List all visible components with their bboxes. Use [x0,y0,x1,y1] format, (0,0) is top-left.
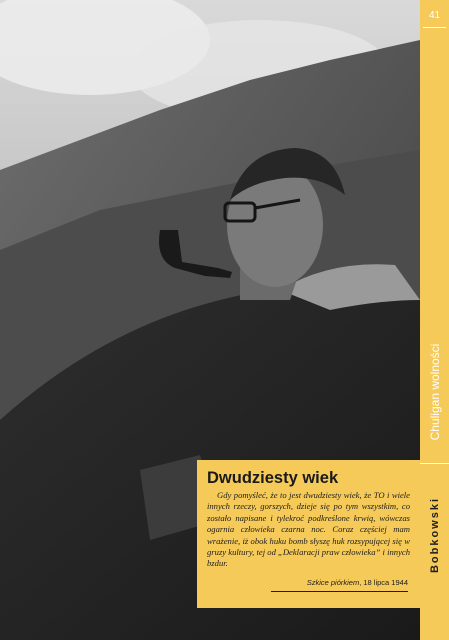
quote-source [307,578,408,587]
quote-box [197,460,420,608]
author-name: Bobkowski [429,496,441,574]
quote-heading: Dwudziesty wiek [207,469,339,487]
section-title: Chuligan wolności [428,343,442,441]
quote-source-underline [271,591,408,592]
quote-source-title: Szkice piórkiem [306,578,360,587]
side-tab-divider [420,463,449,464]
quote-source-date: , 18 lipca 1944 [359,578,408,587]
quote-body: Gdy pomyśleć, że to jest dwudziesty wiek, że TO i wiele innych rzeczy, gorszych, dzieje się po tym wszystkim, co zostało napisane i tylekroć podkreślone krwią, wówczas ogarnia człowieka czarna noc. Coraz częściej mam wrażenie, iż obok huku bomb słyszę huk rozsypującej się w gruzy kultury, tej od „Deklaracji praw człowieka” i innych bzdur. [207,490,410,569]
page-number: 41 [428,10,441,21]
page-number-divider [423,27,446,28]
